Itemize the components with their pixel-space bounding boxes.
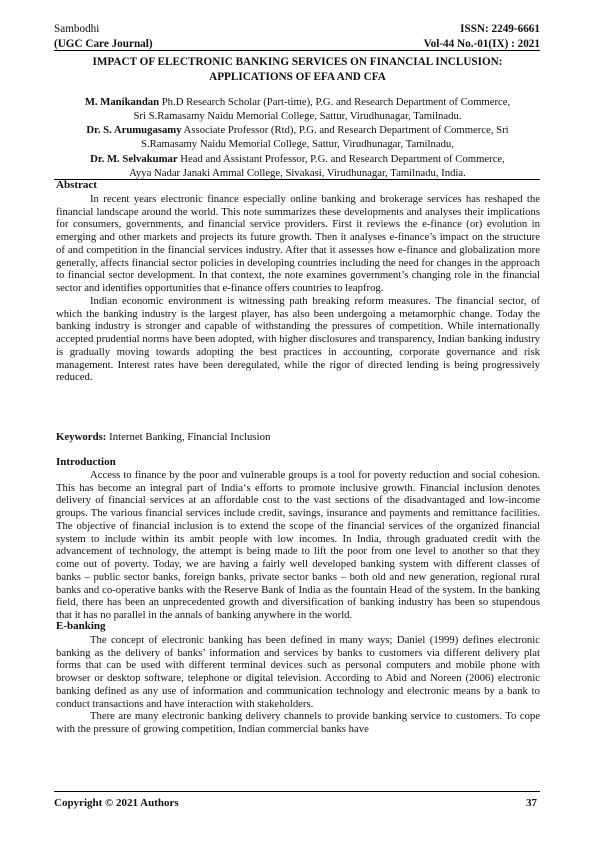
author-3-affiliation: Head and Assistant Professor, P.G. and Research Department of Commerce, xyxy=(180,152,505,165)
author-1-name: M. Manikandan xyxy=(84,96,160,108)
author-2-name: Dr. S. Arumugasamy xyxy=(86,124,182,137)
ebanking-paragraph-2: There are many electronic banking delivery channels to provide banking service to customers. To cope with the pressure of growing competition, Indian commercial banks have xyxy=(56,710,540,736)
introduction-paragraph-1: Access to finance by the poor and vulnerable groups is a tool for poverty reduction and social cohesion. This has become an integral part of India‘s efforts to promote inclusive growth. Financial inclusion denotes delivery of financial services at an affordable cost to the vast sections of the disadvantaged and low-income groups. The various financial services include credit, savings, insurance and payments and remittance facilities. The objective of financial inclusion is to extend the scope of the financial services of the organized financial system to include within its ambit people with low incomes. In India, through graduated credit with the advancement of technology, the attempt is being made to lift the poor from one level to another so that they come out of poverty. Today, we are having a fairly well developed banking system with different classes of banks – public sector banks, foreign banks, private sector banks – both old and new generation, regional rural banks and co-operative banks with the Reserve Bank of India as the fountain Head of the system. In the banking field, there has been an unprecedented growth and diversification of banking industry has been so stupendous that it has no parallel in the annals of banking anywhere in the world. xyxy=(56,469,540,622)
author-3-name: Dr. M. Selvakumar xyxy=(90,152,178,165)
page-footer xyxy=(54,797,537,811)
introduction-body xyxy=(56,469,540,622)
author-1-affiliation-cont: Sri S.Ramasamy Naidu Memorial College, Sattur, Virudhunagar, Tamilnadu. xyxy=(133,110,462,123)
issue-info xyxy=(424,22,540,52)
abstract-body xyxy=(56,193,540,384)
author-3-affiliation-cont: Ayya Nadar Janaki Ammal College, Sivakasi, Virudhunagar, Tamilnadu, India. xyxy=(129,166,466,179)
footer-rule xyxy=(54,791,540,792)
author-block xyxy=(56,95,539,180)
ebanking-heading: E-banking xyxy=(56,620,106,632)
keywords xyxy=(56,431,270,444)
abstract-heading: Abstract xyxy=(56,179,97,191)
abstract-paragraph-2: Indian economic environment is witnessing path breaking reform measures. The financial sector, of which the banking industry is the largest player, has also been undergoing a metamorphic change. Today the banking industry is stronger and capable of withstanding the pressures of competition. While internationally accepted prudential norms have been adopted, with higher disclosures and transparency, Indian banking industry is gradually moving towards adopting the best practices in accounting, corporate governance and risk management. Interest rates have been deregulated, while the rigor of directed lending is being progressively reduced. xyxy=(56,294,540,384)
journal-name: Sambodhi xyxy=(54,23,100,35)
ebanking-body xyxy=(56,634,540,736)
paper-title xyxy=(60,55,535,84)
header-rule xyxy=(54,50,540,51)
copyright: Copyright © 2021 Authors xyxy=(54,797,179,809)
author-rule xyxy=(54,179,540,180)
author-1 xyxy=(56,95,539,123)
author-2 xyxy=(56,123,539,151)
journal-info xyxy=(54,22,153,52)
author-2-affiliation-cont: S.Ramasamy Naidu Memorial College, Sattur, Virudhunagar, Tamilnadu, xyxy=(141,138,454,151)
keywords-value: Internet Banking, Financial Inclusion xyxy=(109,431,271,443)
abstract-paragraph-1: In recent years electronic finance especially online banking and brokerage services has reshaped the financial landscape around the world. This note summarizes these developments and analyses their implications for consumers, governments, and financial service providers. First it reviews the e-finance (or) evolution in emerging and other markets and projects its future growth. Then it analyses e-finance’s impact on the structure of and competition in the financial services industry. After that it assesses how e-finance and globalization more generally, affects financial sector policies in developing countries including the need for changes in the approach to financial sector development. In that context, the note examines government’s changing role in the financial sector and identifies opportunities that e-finance offers countries to leapfrog. xyxy=(56,193,540,295)
volume-issue: Vol-44 No.-01(IX) : 2021 xyxy=(423,38,540,51)
introduction-heading: Introduction xyxy=(56,456,116,468)
author-2-affiliation: Associate Professor (Rtd), P.G. and Research Department of Commerce, Sri xyxy=(183,124,509,137)
title-line-1: IMPACT OF ELECTRONIC BANKING SERVICES ON FINANCIAL INCLUSION: xyxy=(92,56,503,68)
page-number: 37 xyxy=(526,797,537,809)
running-header xyxy=(54,22,540,52)
title-line-2: APPLICATIONS OF EFA AND CFA xyxy=(209,70,386,83)
ebanking-paragraph-1: The concept of electronic banking has been defined in many ways; Daniel (1999) defines electronic banking as the delivery of banks’ information and services by banks to customers via different delivery plat forms that can be used with different terminal devices such as personal computers and mobile phone with browser or desktop software, telephone or digital television. According to Abid and Noreen (2006) electronic banking defined as any use of information and communication technology and electronic means by a bank to conduct transactions and have interaction with stakeholders. xyxy=(56,634,540,710)
keywords-label: Keywords: xyxy=(56,431,107,443)
issn: ISSN: 2249-6661 xyxy=(460,23,540,35)
journal-note: (UGC Care Journal) xyxy=(54,38,153,51)
author-3 xyxy=(56,152,539,180)
author-1-affiliation: Ph.D Research Scholar (Part-time), P.G. and Research Department of Commerce, xyxy=(161,96,511,108)
